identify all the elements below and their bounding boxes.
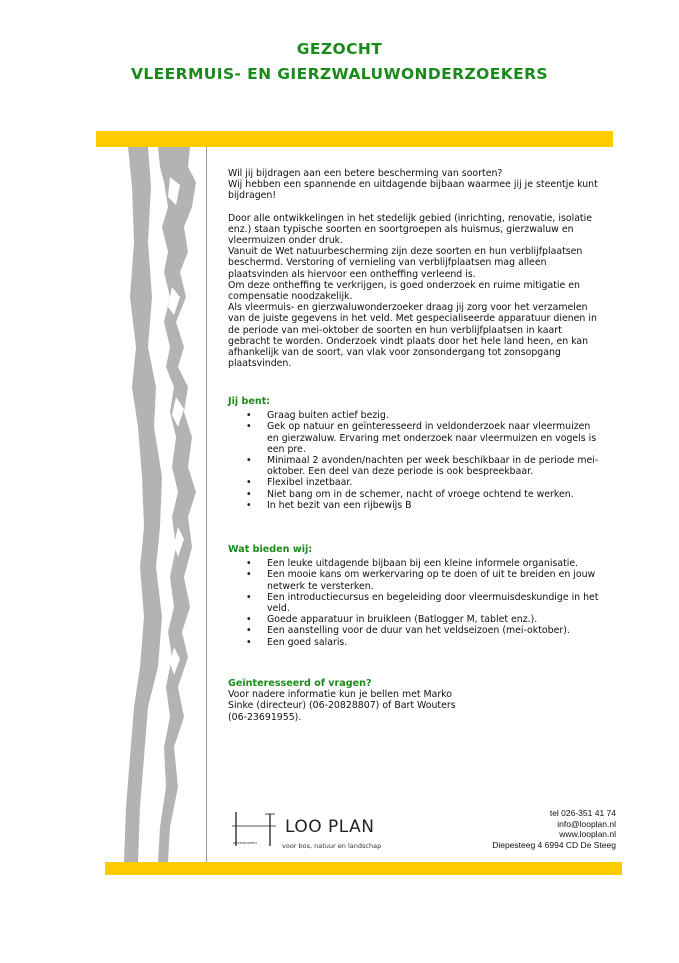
list-item: • Flexibel inzetbaar. [267,477,600,488]
jij-bent-section [228,396,600,511]
body-paragraph-4: Als vleermuis- en gierzwaluwonderzoeker draag jij zorg voor het verzamelen van de juiste gegevens in het veld. Met gespecialiseerde apparatuur dienen in de periode van mei-oktober de soorten en hun verblijfplaatsen in kaart gebracht te worden. Onderzoek vindt plaats door het hele land heen, en kan afhankelijk van de soort, van vlak voor zonsondergang tot zonsopgang plaatsvinden. [228,302,597,370]
list-item: • Graag buiten actief bezig. [267,410,600,421]
wat-bieden-wij-list [228,558,600,648]
page-subtitle: VLEERMUIS- EN GIERZWALUWONDERZOEKERS [130,65,548,83]
contact-phone: tel 026-351 41 74 [549,808,616,818]
logo-small-text: adviesbureau [233,841,257,845]
contact-address: Diepesteeg 4 6994 CD De Steeg [492,839,616,850]
list-item: • Niet bang om in de schemer, nacht of vroege ochtend te werken. [267,489,600,500]
jij-bent-heading: Jij bent: [228,396,271,407]
wat-bieden-wij-section [228,544,600,648]
list-item: • Minimaal 2 avonden/nachten per week beschikbaar in de periode mei-oktober. Een deel van deze periode is ook bespreekbaar. [267,455,600,477]
logo-tagline: voor bos, natuur en landschap [282,842,382,850]
list-item: • Een mooie kans om werkervaring op te doen of uit te breiden en jouw netwerk te versterken. [267,569,600,591]
contact-website[interactable]: www.looplan.nl [559,829,616,839]
decorative-tree-silhouette [118,147,204,862]
page-title: GEZOCHT [296,40,383,58]
interested-text: Voor nadere informatie kun je bellen met Marko Sinke (directeur) (06-20828807) of Bart Wouters (06-23691955). [228,689,456,723]
contact-email[interactable]: info@looplan.nl [557,818,616,829]
bottom-yellow-bar [105,862,622,875]
body-paragraph-2: Vanuit de Wet natuurbescherming zijn deze soorten en hun verblijfplaatsen beschermd. Verstoring of vernieling van verblijfplaatsen mag alleen plaatsvinden als hiervoor een ontheffing verleend is. [228,246,583,280]
main-text-column [228,168,600,369]
list-item: • Een goed salaris. [267,637,600,648]
list-item: • Een aanstelling voor de duur van het veldseizoen (mei-oktober). [267,625,600,636]
column-divider [206,147,207,862]
intro-line-2: Wij hebben een spannende en uitdagende bijbaan waarmee jij je steentje kunt bijdragen! [228,179,598,202]
contact-block [492,808,616,850]
intro-line-1: Wil jij bijdragen aan een betere bescherming van soorten? [228,168,503,179]
logo-name: LOO PLAN [285,817,375,837]
wat-bieden-wij-heading: Wat bieden wij: [228,544,313,555]
list-item: • Een introductiecursus en begeleiding door vleermuisdeskundige in het veld. [267,592,600,614]
body-paragraph-3: Om deze ontheffing te verkrijgen, is goed onderzoek en ruime mitigatie en compensatie noodzakelijk. [228,279,580,303]
interested-heading: Geïnteresseerd of vragen? [228,678,372,689]
body-paragraph-1: Door alle ontwikkelingen in het stedelijk gebied (inrichting, renovatie, isolatie enz.) staan typische soorten en soortgroepen als huismus, gierzwaluw en vleermuizen onder druk. [228,212,592,247]
list-item: • Een leuke uitdagende bijbaan bij een kleine informele organisatie. [267,558,600,569]
interested-section [228,678,600,723]
list-item: • Gek op natuur en geïnteresseerd in veldonderzoek naar vleermuizen en gierzwaluw. Ervaring met onderzoek naar vleermuizen en vogels is een pre. [267,421,600,455]
list-item: • Goede apparatuur in bruikleen (Batlogger M, tablet enz.). [267,614,600,625]
top-yellow-bar [96,131,613,147]
list-item: • In het bezit van een rijbewijs B [267,500,600,511]
jij-bent-list [228,410,600,511]
